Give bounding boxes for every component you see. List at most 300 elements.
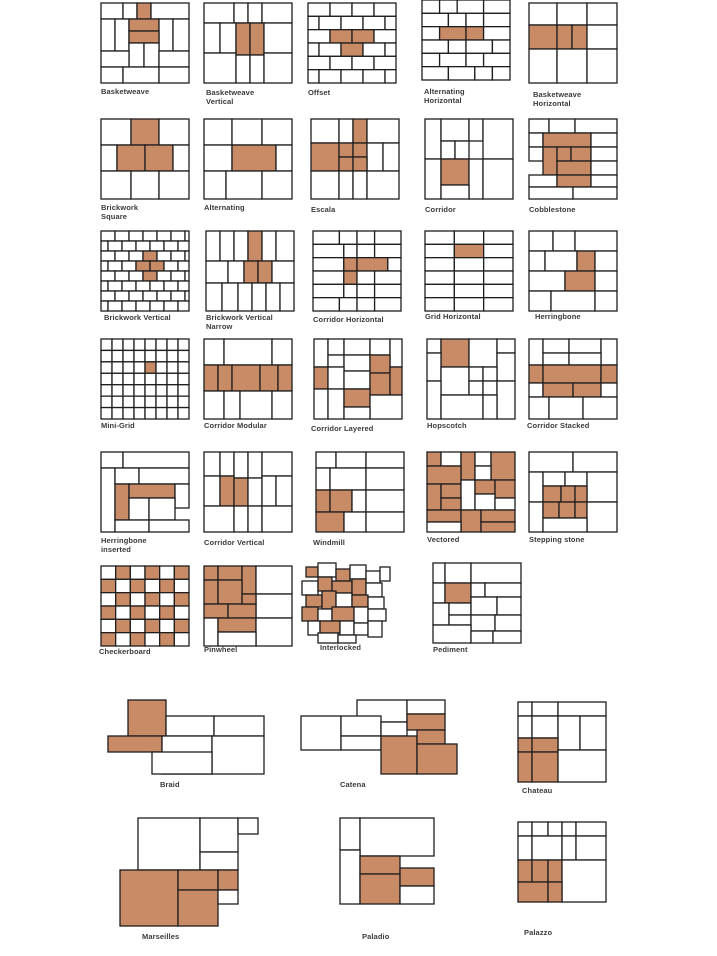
base-tile — [529, 397, 549, 419]
pattern-label-chateau: Chateau — [522, 786, 553, 795]
base-tile — [164, 301, 178, 311]
base-tile — [308, 70, 319, 83]
grid-horizontal-tiles — [425, 231, 513, 311]
base-tile — [302, 581, 318, 595]
base-tile — [159, 171, 189, 199]
base-tile — [518, 822, 532, 836]
accent-tile — [344, 271, 357, 284]
base-tile — [558, 702, 606, 716]
pattern-brickwork-vertical-narrow — [206, 231, 294, 311]
base-tile — [529, 49, 557, 83]
base-tile — [159, 119, 189, 145]
accent-tile — [101, 579, 116, 592]
pattern-label-alternating-horizontal: Alternating Horizontal — [424, 87, 465, 105]
accent-tile — [306, 595, 322, 607]
accent-tile — [178, 870, 218, 890]
base-tile — [313, 244, 344, 257]
base-tile — [159, 19, 173, 51]
base-tile — [108, 261, 122, 271]
base-tile — [587, 502, 617, 532]
pattern-corridor — [425, 119, 513, 199]
base-tile — [101, 145, 117, 171]
base-tile — [252, 283, 266, 311]
base-tile — [316, 452, 336, 468]
base-tile — [357, 271, 375, 284]
accent-tile — [204, 365, 218, 391]
base-tile — [367, 143, 383, 171]
base-tile — [483, 367, 497, 381]
base-tile — [256, 566, 292, 594]
base-tile — [167, 385, 178, 396]
base-tile — [344, 512, 366, 532]
base-tile — [248, 506, 262, 532]
accent-tile — [117, 145, 145, 171]
corridor-layered-tiles — [314, 339, 402, 419]
base-tile — [134, 350, 145, 361]
base-tile — [149, 520, 189, 532]
base-tile — [316, 468, 330, 490]
base-tile — [171, 271, 185, 281]
base-tile — [341, 716, 381, 736]
base-tile — [587, 25, 617, 49]
accent-tile — [543, 502, 559, 518]
base-tile — [171, 251, 185, 261]
base-tile — [466, 13, 484, 26]
base-tile — [314, 339, 328, 367]
base-tile — [166, 716, 214, 736]
base-tile — [529, 383, 543, 397]
base-tile — [101, 339, 112, 350]
base-tile — [475, 466, 491, 480]
accent-tile — [232, 365, 260, 391]
accent-tile — [461, 452, 475, 480]
accent-tile — [390, 367, 402, 395]
base-tile — [101, 396, 112, 407]
accent-tile — [128, 700, 166, 736]
base-tile — [518, 836, 532, 860]
base-tile — [101, 19, 115, 51]
base-tile — [457, 0, 483, 13]
marseilles-tiles — [120, 818, 260, 926]
corridor-vertical-tiles — [204, 452, 292, 532]
base-tile — [375, 284, 401, 297]
accent-tile — [454, 244, 483, 257]
accent-tile — [548, 860, 562, 882]
base-tile — [129, 231, 143, 241]
base-tile — [308, 3, 330, 16]
base-tile — [339, 298, 357, 311]
base-tile — [357, 231, 375, 244]
accent-tile — [441, 339, 469, 367]
base-tile — [276, 145, 292, 171]
base-tile — [433, 625, 471, 643]
accent-tile — [160, 606, 175, 619]
alternating-tiles — [204, 119, 292, 199]
pattern-offset — [308, 3, 396, 83]
accent-tile — [332, 607, 354, 621]
base-tile — [363, 70, 385, 83]
base-tile — [422, 13, 448, 26]
pattern-label-corridor-modular: Corridor Modular — [204, 421, 267, 430]
accent-tile — [532, 860, 548, 882]
base-tile — [583, 397, 617, 419]
accent-tile — [559, 502, 575, 518]
base-tile — [529, 251, 545, 271]
base-tile — [425, 119, 441, 159]
base-tile — [318, 633, 338, 643]
base-tile — [529, 187, 573, 199]
base-tile — [238, 283, 252, 311]
base-tile — [483, 119, 513, 159]
accent-tile — [145, 145, 173, 171]
pattern-chateau — [518, 702, 606, 782]
accent-tile — [116, 566, 131, 579]
pattern-label-basketweave-vertical: Basketweave Vertical — [206, 88, 255, 106]
corridor-horizontal-tiles — [313, 231, 401, 311]
base-tile — [319, 16, 341, 29]
base-tile — [134, 339, 145, 350]
base-tile — [357, 298, 375, 311]
base-tile — [150, 281, 164, 291]
accent-tile — [440, 27, 466, 40]
pattern-label-paladio: Paladio — [362, 932, 390, 941]
base-tile — [101, 251, 115, 261]
base-tile — [112, 362, 123, 373]
base-tile — [112, 385, 123, 396]
base-tile — [276, 476, 292, 506]
base-tile — [101, 281, 108, 291]
base-tile — [529, 133, 543, 147]
base-tile — [340, 621, 354, 635]
base-tile — [136, 241, 150, 251]
base-tile — [167, 362, 178, 373]
base-tile — [455, 141, 469, 159]
base-tile — [145, 339, 156, 350]
base-tile — [130, 593, 145, 606]
base-tile — [339, 119, 353, 143]
accent-tile — [234, 478, 248, 506]
base-tile — [134, 373, 145, 384]
accent-tile — [143, 271, 157, 281]
base-tile — [272, 339, 292, 365]
base-tile — [178, 241, 189, 251]
base-tile — [276, 231, 294, 261]
base-tile — [591, 147, 617, 161]
base-tile — [380, 567, 390, 581]
braid-tiles — [108, 700, 268, 774]
base-tile — [601, 339, 617, 365]
pattern-checkerboard — [101, 566, 189, 646]
accent-tile — [218, 870, 238, 890]
accent-tile — [174, 593, 189, 606]
base-tile — [422, 67, 448, 80]
base-tile — [339, 171, 353, 199]
base-tile — [357, 284, 375, 297]
base-tile — [159, 67, 189, 83]
base-tile — [115, 468, 139, 484]
base-tile — [238, 818, 258, 834]
pattern-label-stepping-stone: Stepping stone — [529, 535, 585, 544]
pattern-herringbone-inserted — [101, 452, 189, 532]
pattern-corridor-horizontal — [313, 231, 401, 311]
accent-tile — [260, 365, 278, 391]
base-tile — [375, 298, 401, 311]
accent-tile — [529, 25, 557, 49]
base-tile — [129, 498, 149, 520]
base-tile — [425, 258, 454, 271]
pattern-corridor-layered — [314, 339, 402, 419]
accent-tile — [278, 365, 292, 391]
base-tile — [427, 381, 441, 419]
accent-tile — [572, 25, 587, 49]
base-tile — [366, 490, 404, 512]
base-tile — [484, 0, 510, 13]
base-tile — [595, 291, 617, 311]
base-tile — [354, 607, 368, 623]
base-tile — [308, 56, 330, 69]
base-tile — [375, 244, 401, 257]
base-tile — [381, 722, 407, 736]
accent-tile — [204, 580, 218, 604]
base-tile — [164, 261, 178, 271]
base-tile — [250, 55, 264, 83]
base-tile — [185, 251, 189, 261]
accent-tile — [557, 161, 591, 175]
accent-tile — [339, 143, 353, 157]
accent-tile — [160, 579, 175, 592]
brickwork-vertical-narrow-tiles — [206, 231, 294, 311]
base-tile — [136, 281, 150, 291]
base-tile — [123, 396, 134, 407]
base-tile — [123, 3, 137, 19]
pattern-label-corridor-stacked: Corridor Stacked — [527, 421, 590, 430]
base-tile — [441, 119, 469, 141]
accent-tile — [339, 157, 353, 171]
accent-tile — [352, 595, 368, 607]
base-tile — [248, 478, 262, 506]
accent-tile — [145, 593, 160, 606]
base-tile — [174, 606, 189, 619]
base-tile — [301, 716, 341, 750]
base-tile — [129, 271, 143, 281]
accent-tile — [353, 157, 367, 171]
base-tile — [573, 187, 617, 199]
base-tile — [123, 339, 134, 350]
base-tile — [374, 3, 396, 16]
base-tile — [328, 339, 344, 355]
base-tile — [587, 49, 617, 83]
base-tile — [234, 3, 248, 23]
base-tile — [336, 452, 366, 468]
base-tile — [529, 502, 543, 532]
base-tile — [366, 468, 404, 490]
pattern-label-corridor-layered: Corridor Layered — [311, 424, 374, 433]
pattern-alternating-horizontal — [422, 0, 510, 80]
base-tile — [164, 241, 178, 251]
base-tile — [471, 597, 497, 615]
base-tile — [236, 55, 250, 83]
base-tile — [425, 231, 454, 244]
accent-tile — [417, 730, 445, 744]
base-tile — [178, 408, 189, 419]
base-tile — [558, 750, 606, 782]
basketweave-horizontal-tiles — [529, 3, 617, 83]
accent-tile — [601, 365, 617, 383]
accent-tile — [575, 486, 587, 502]
base-tile — [497, 597, 521, 615]
pattern-label-herringbone-inserted: Herringbone inserted — [101, 536, 147, 554]
base-tile — [256, 594, 292, 618]
base-tile — [101, 231, 115, 241]
base-tile — [152, 752, 212, 774]
base-tile — [484, 13, 510, 26]
base-tile — [350, 565, 366, 579]
base-tile — [167, 396, 178, 407]
base-tile — [129, 251, 143, 261]
base-tile — [164, 281, 178, 291]
accent-tile — [316, 490, 330, 512]
base-tile — [143, 231, 157, 241]
base-tile — [471, 631, 493, 643]
base-tile — [134, 385, 145, 396]
base-tile — [454, 231, 483, 244]
accent-tile — [244, 261, 258, 283]
base-tile — [101, 452, 123, 468]
base-tile — [441, 141, 455, 159]
accent-tile — [543, 133, 591, 147]
base-tile — [484, 284, 513, 297]
base-tile — [330, 3, 352, 16]
accent-tile — [143, 251, 157, 261]
base-tile — [115, 19, 129, 51]
windmill-tiles — [316, 452, 404, 532]
base-tile — [445, 563, 471, 583]
base-tile — [272, 391, 292, 419]
base-tile — [178, 396, 189, 407]
base-tile — [149, 498, 175, 520]
accent-tile — [306, 567, 318, 577]
base-tile — [173, 145, 189, 171]
pattern-label-windmill: Windmill — [313, 538, 345, 547]
accent-tile — [150, 261, 164, 271]
pattern-basketweave-horizontal — [529, 3, 617, 83]
accent-tile — [532, 738, 558, 752]
base-tile — [112, 350, 123, 361]
base-tile — [484, 53, 510, 66]
pattern-label-pinwheel: Pinwheel — [204, 645, 238, 654]
base-tile — [123, 67, 159, 83]
pattern-label-braid: Braid — [160, 780, 180, 789]
base-tile — [311, 171, 339, 199]
base-tile — [145, 408, 156, 419]
accent-tile — [130, 633, 145, 646]
base-tile — [495, 615, 521, 631]
base-tile — [548, 822, 562, 836]
base-tile — [483, 159, 513, 199]
accent-tile — [427, 510, 461, 522]
base-tile — [174, 633, 189, 646]
base-tile — [553, 231, 575, 251]
accent-tile — [330, 490, 352, 512]
base-tile — [116, 579, 131, 592]
pattern-label-vectored: Vectored — [427, 535, 460, 544]
accent-tile — [302, 607, 318, 621]
accent-tile — [543, 383, 573, 397]
base-tile — [484, 271, 513, 284]
accent-tile — [131, 119, 159, 145]
base-tile — [318, 609, 332, 621]
base-tile — [157, 231, 171, 241]
base-tile — [115, 251, 129, 261]
pattern-label-catena: Catena — [340, 780, 366, 789]
base-tile — [469, 119, 483, 141]
base-tile — [400, 886, 434, 904]
base-tile — [171, 231, 185, 241]
base-tile — [368, 621, 382, 637]
base-tile — [101, 241, 108, 251]
base-tile — [425, 284, 454, 297]
pattern-label-corridor-horizontal: Corridor Horizontal — [313, 315, 384, 324]
base-tile — [497, 353, 515, 381]
base-tile — [116, 633, 131, 646]
base-tile — [222, 283, 238, 311]
accent-tile — [353, 143, 367, 157]
base-tile — [341, 70, 363, 83]
base-tile — [595, 251, 617, 271]
base-tile — [492, 40, 510, 53]
base-tile — [204, 391, 224, 419]
base-tile — [484, 27, 510, 40]
accent-tile — [370, 355, 390, 373]
base-tile — [220, 452, 234, 476]
accent-tile — [360, 874, 400, 904]
base-tile — [145, 579, 160, 592]
base-tile — [529, 175, 557, 187]
accent-tile — [557, 175, 591, 187]
base-tile — [529, 3, 557, 25]
accent-tile — [204, 604, 228, 618]
pattern-label-corridor: Corridor — [425, 205, 456, 214]
base-tile — [200, 852, 238, 870]
base-tile — [363, 16, 385, 29]
mini-grid-tiles — [101, 339, 189, 419]
base-tile — [344, 407, 370, 419]
pattern-vectored — [427, 452, 515, 532]
base-tile — [232, 119, 262, 145]
base-tile — [595, 271, 617, 291]
accent-tile — [258, 261, 272, 283]
base-tile — [448, 40, 466, 53]
pattern-label-hopscotch: Hopscotch — [427, 421, 467, 430]
base-tile — [529, 452, 573, 472]
base-tile — [157, 291, 171, 301]
base-tile — [185, 231, 189, 241]
accent-tile — [543, 486, 561, 502]
base-tile — [569, 339, 601, 353]
base-tile — [266, 283, 280, 311]
brickwork-square-tiles — [101, 119, 189, 199]
base-tile — [422, 53, 440, 66]
base-tile — [204, 476, 220, 506]
accent-tile — [481, 510, 515, 522]
base-tile — [529, 147, 543, 161]
base-tile — [308, 43, 319, 56]
base-tile — [319, 70, 341, 83]
accent-tile — [145, 619, 160, 632]
catena-tiles — [301, 700, 459, 774]
base-tile — [234, 506, 248, 532]
base-tile — [159, 51, 189, 67]
